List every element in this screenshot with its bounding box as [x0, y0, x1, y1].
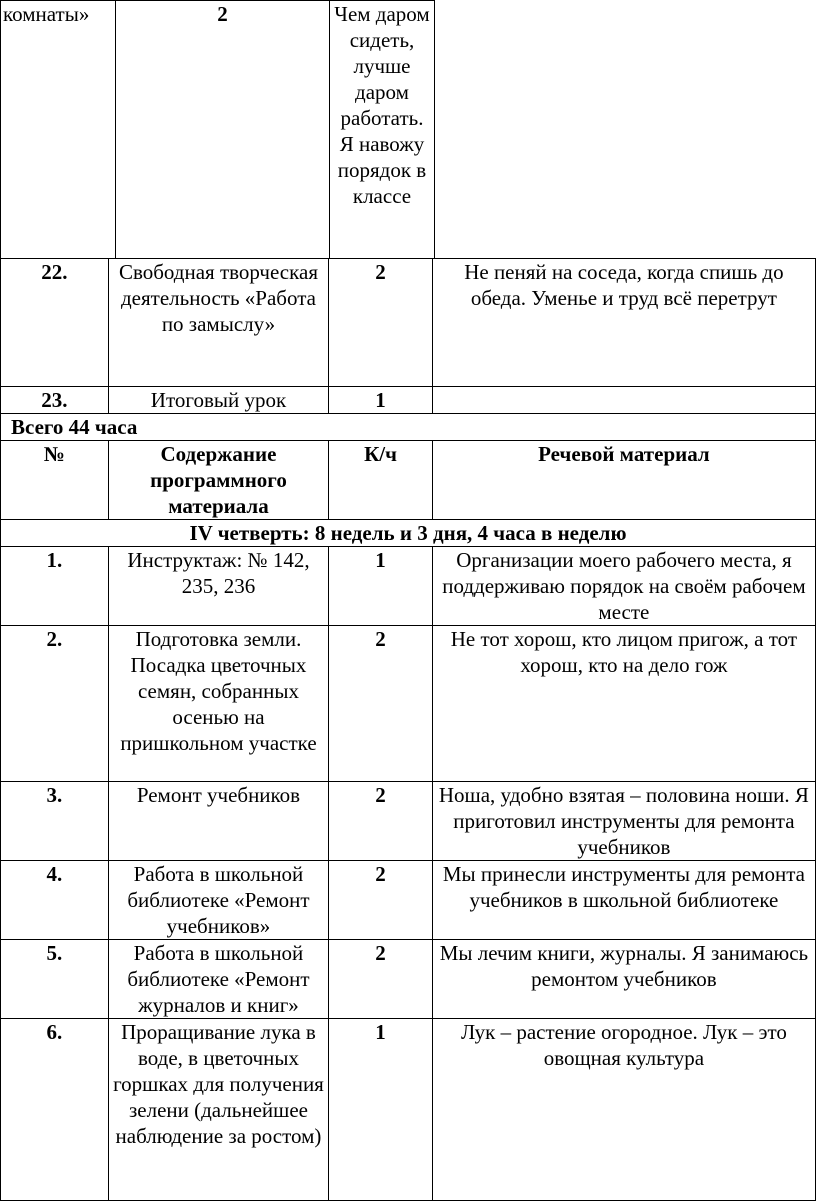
table-row [1, 259, 816, 387]
fragment-cell-speech [330, 1, 435, 259]
fragment-topic-text: комнаты» [3, 2, 90, 26]
row-hours: 1 [329, 1019, 433, 1201]
program-table [0, 258, 816, 1201]
row-topic: Итоговый урок [108, 387, 329, 414]
fragment-table [0, 0, 435, 259]
table-row [1, 861, 816, 940]
row-speech: Мы лечим книги, журналы. Я занимаюсь ремонтом учебников [432, 940, 815, 1019]
row-hours: 1 [329, 547, 433, 626]
fragment-speech-text: Чем даром сидеть, лучше даром работать. Я навожу порядок в классе [334, 2, 430, 208]
header-speech: Речевой материал [432, 441, 815, 520]
row-num: 2. [1, 626, 109, 782]
row-speech: Не пеняй на соседа, когда спишь до обеда. Уменье и труд всё перетрут [432, 259, 815, 387]
table-row [1, 940, 816, 1019]
table-row [1, 782, 816, 861]
row-hours: 2 [329, 940, 433, 1019]
row-topic: Работа в школьной библиотеке «Ремонт журналов и книг» [108, 940, 329, 1019]
header-row [1, 441, 816, 520]
total-hours: Всего 44 часа [1, 414, 816, 441]
row-num: 22. [1, 259, 109, 387]
row-speech: Лук – растение огородное. Лук – это овощная культура [432, 1019, 815, 1201]
row-num: 5. [1, 940, 109, 1019]
quarter-row [1, 520, 816, 547]
row-hours: 2 [329, 782, 433, 861]
row-num: 6. [1, 1019, 109, 1201]
row-num: 23. [1, 387, 109, 414]
row-topic: Инструктаж: № 142, 235, 236 [108, 547, 329, 626]
table-row [1, 387, 816, 414]
row-speech: Мы принесли инструменты для ремонта учебников в школьной библиотеке [432, 861, 815, 940]
header-topic: Содержание программного материала [108, 441, 329, 520]
table-row [1, 1019, 816, 1201]
fragment-cell-topic [1, 1, 116, 259]
total-row [1, 414, 816, 441]
row-num: 4. [1, 861, 109, 940]
row-hours: 2 [329, 259, 433, 387]
header-num: № [1, 441, 109, 520]
row-speech [432, 387, 815, 414]
row-topic: Подготовка земли. Посадка цветочных семян, собранных осенью на пришкольном участке [108, 626, 329, 782]
row-speech: Не тот хорош, кто лицом пригож, а тот хорош, кто на дело гож [432, 626, 815, 782]
row-speech: Организации моего рабочего места, я поддерживаю порядок на своём рабочем месте [432, 547, 815, 626]
row-topic: Работа в школьной библиотеке «Ремонт учебников» [108, 861, 329, 940]
fragment-cell-hours [116, 1, 330, 259]
row-num: 3. [1, 782, 109, 861]
row-topic: Ремонт учебников [108, 782, 329, 861]
row-hours: 2 [329, 861, 433, 940]
row-topic: Проращивание лука в воде, в цветочных горшках для получения зелени (дальнейшее наблюдение за ростом) [108, 1019, 329, 1201]
table-row [1, 547, 816, 626]
row-hours: 1 [329, 387, 433, 414]
header-hours: К/ч [329, 441, 433, 520]
fragment-hours-text: 2 [217, 2, 228, 26]
row-num: 1. [1, 547, 109, 626]
row-topic: Свободная творческая деятельность «Работа по замыслу» [108, 259, 329, 387]
row-hours: 2 [329, 626, 433, 782]
table-row [1, 626, 816, 782]
row-speech: Ноша, удобно взятая – половина ноши. Я приготовил инструменты для ремонта учебников [432, 782, 815, 861]
quarter-title: IV четверть: 8 недель и 3 дня, 4 часа в неделю [1, 520, 816, 547]
